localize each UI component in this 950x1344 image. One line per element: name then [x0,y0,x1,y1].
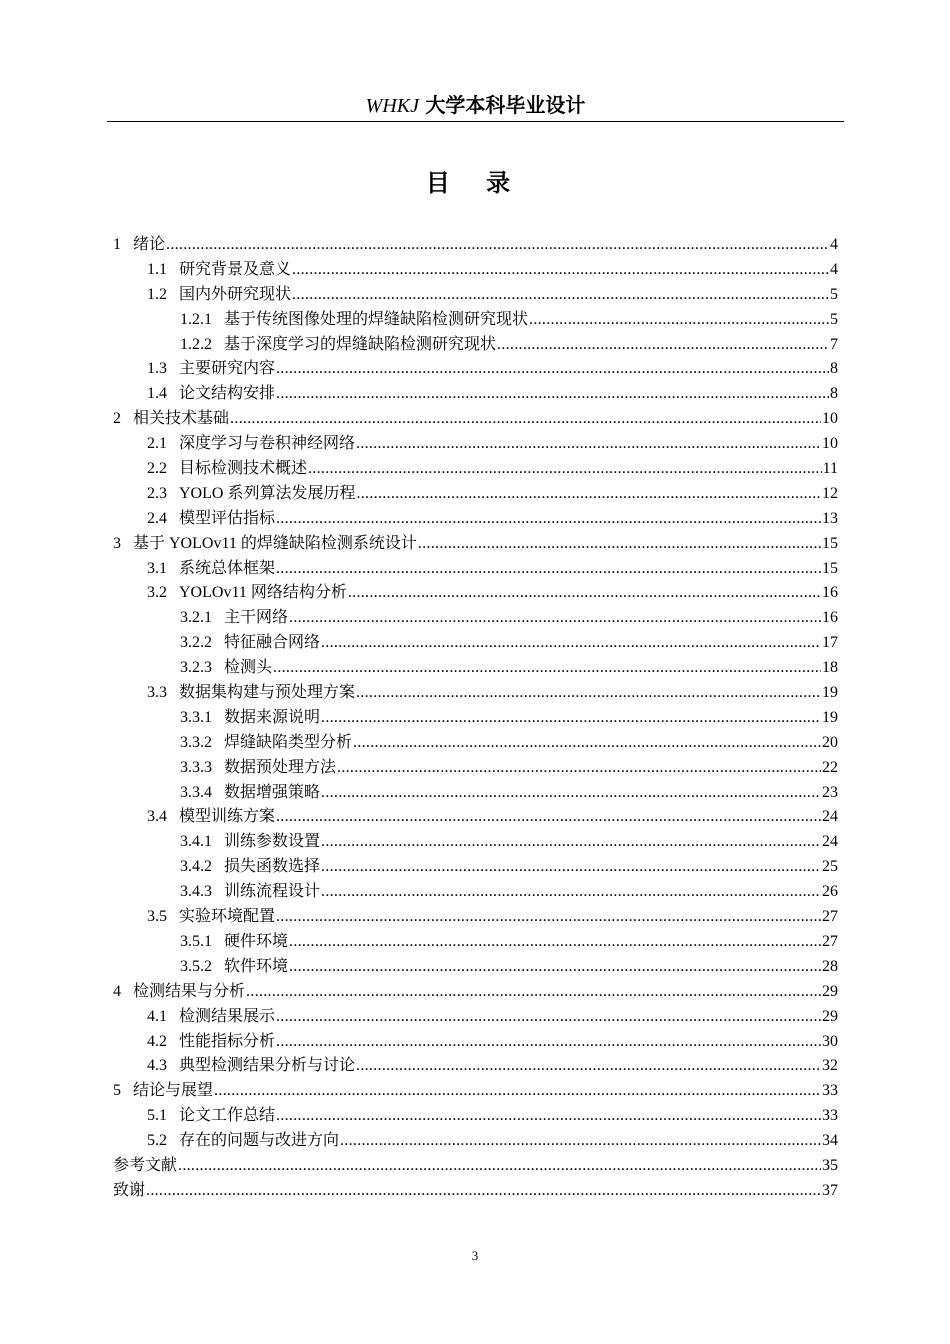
toc-entry[interactable] [113,308,838,333]
toc-entry-title: 主干网络 [224,609,289,627]
toc-entry[interactable] [113,557,838,582]
toc-dot-leader [348,581,821,606]
toc-dot-leader [214,1079,821,1104]
toc-dot-leader [289,930,821,955]
toc-entry-page: 25 [822,858,838,876]
toc-entry-page: 4 [830,260,838,278]
toc-entry-title: 主要研究内容 [179,360,276,378]
toc-entry-title: 硬件环境 [224,932,289,950]
toc-dot-leader [276,357,829,382]
toc-entry[interactable] [113,756,838,781]
toc-entry-title: 软件环境 [224,957,289,975]
toc-entry-page: 18 [822,659,838,677]
toc-entry[interactable] [113,482,838,507]
toc-entry-number: 3.2.2 [180,634,212,652]
toc-entry-number: 1.1 [147,260,167,278]
toc-entry[interactable] [113,955,838,980]
toc-entry[interactable] [113,1054,838,1079]
toc-entry-number: 3.5.1 [180,932,212,950]
toc-entry-title: 检测结果与分析 [133,982,246,1000]
toc-entry[interactable] [113,1129,838,1154]
toc-entry-page: 27 [822,932,838,950]
toc-entry-number: 5.2 [147,1132,167,1150]
toc-dot-leader [418,532,821,557]
toc-entry[interactable] [113,980,838,1005]
toc-entry-title: 绪论 [133,236,166,253]
toc-entry-page: 30 [822,1032,838,1050]
toc-entry[interactable] [113,1154,838,1179]
toc-dot-leader [340,1129,821,1154]
toc-entry-number: 3.3 [147,684,167,702]
toc-entry[interactable] [113,581,838,606]
toc-entry[interactable] [113,457,838,482]
toc-dot-leader [292,283,829,308]
toc-entry-page: 5 [830,310,838,328]
toc-entry[interactable] [113,681,838,706]
toc-entry-page: 33 [822,1082,838,1100]
toc-entry[interactable] [113,905,838,930]
toc-dot-leader [276,1005,821,1030]
toc-entry-title: 数据增强策略 [224,783,321,801]
toc-entry-page: 24 [822,833,838,851]
toc-dot-leader [356,482,821,507]
toc-entry-title: 性能指标分析 [179,1032,276,1050]
toc-entry-number: 3.3.3 [180,758,212,776]
toc-entry-page: 20 [822,733,838,751]
toc-entry-number: 5.1 [147,1107,167,1125]
toc-entry-title: 存在的问题与改进方向 [179,1132,340,1150]
toc-entry-number: 3.3.1 [180,708,212,726]
toc-entry[interactable] [113,1079,838,1104]
toc-dot-leader [276,1104,821,1129]
toc-entry-title: 相关技术基础 [133,410,230,428]
toc-entry-title: 数据预处理方法 [224,758,337,776]
table-of-contents [113,233,838,1204]
toc-dot-leader [321,830,821,855]
toc-entry[interactable] [113,1179,838,1204]
toc-entry-number: 3.5.2 [180,957,212,975]
toc-entry[interactable] [113,382,838,407]
toc-entry[interactable] [113,631,838,656]
toc-entry-page: 32 [822,1057,838,1075]
toc-entry-page: 19 [822,708,838,726]
toc-entry[interactable] [113,930,838,955]
toc-entry[interactable] [113,233,838,258]
toc-entry-title: 焊缝缺陷类型分析 [224,733,353,751]
toc-entry-number: 3.4.2 [180,858,212,876]
header-title-latin: WHKJ [365,95,419,117]
toc-dot-leader [337,756,821,781]
toc-dot-leader [289,955,821,980]
toc-entry-page: 16 [822,584,838,602]
toc-entry-title: 研究背景及意义 [179,260,292,278]
toc-entry-title: YOLOv11 网络结构分析 [179,584,347,602]
toc-entry-page: 23 [822,783,838,801]
toc-entry[interactable] [113,805,838,830]
page-header [107,92,844,119]
toc-entry-page: 24 [822,808,838,826]
toc-entry-number: 3.5 [147,908,167,926]
toc-dot-leader [289,606,821,631]
toc-dot-leader [276,1030,821,1055]
toc-entry-number: 2.3 [147,484,167,502]
toc-entry-title: 基于传统图像处理的焊缝缺陷检测研究现状 [224,310,529,328]
toc-entry-page: 34 [822,1132,838,1150]
toc-entry[interactable] [113,781,838,806]
toc-title: 目 录 [425,169,525,197]
toc-entry-title: 深度学习与卷积神经网络 [179,435,356,453]
toc-entry-title: 模型训练方案 [179,808,276,826]
toc-entry-page: 29 [822,1007,838,1025]
toc-dot-leader [356,432,821,457]
toc-entry-number: 1.4 [147,385,167,403]
toc-entry-title: 检测头 [224,659,273,677]
toc-entry-page: 8 [830,360,838,378]
toc-entry-page: 28 [822,957,838,975]
toc-entry[interactable] [113,656,838,681]
header-rule [107,121,844,122]
toc-entry[interactable] [113,855,838,880]
toc-dot-leader [273,656,821,681]
toc-entry-number: 3.3.4 [180,783,212,801]
toc-entry-title: 实验环境配置 [179,908,276,926]
toc-entry-title: 训练流程设计 [224,883,321,901]
toc-entry-number: 3.4.1 [180,833,212,851]
toc-entry-number: 2.2 [147,460,167,478]
toc-entry-number: 1.2.2 [180,335,212,353]
toc-entry-page: 10 [822,435,838,453]
toc-entry-number: 2 [113,410,121,428]
toc-entry-number: 3.3.2 [180,733,212,751]
toc-entry[interactable] [113,606,838,631]
toc-entry-title: 特征融合网络 [224,634,321,652]
toc-entry-number: 1.2 [147,285,167,303]
toc-entry-page: 4 [830,236,838,253]
toc-dot-leader [321,781,821,806]
toc-dot-leader [276,382,829,407]
toc-dot-leader [166,233,829,258]
toc-dot-leader [276,805,821,830]
toc-dot-leader [276,507,821,532]
toc-entry-page: 13 [822,509,838,527]
toc-entry[interactable] [113,830,838,855]
page-number: 3 [471,1248,479,1263]
toc-entry-page: 37 [822,1181,838,1199]
toc-entry[interactable] [113,1104,838,1129]
toc-entry-number: 2.4 [147,509,167,527]
toc-entry-page: 7 [830,335,838,353]
toc-entry-title: 基于深度学习的焊缝缺陷检测研究现状 [224,335,497,353]
toc-entry-number: 3.1 [147,559,167,577]
toc-entry-page: 8 [830,385,838,403]
toc-dot-leader [353,731,821,756]
toc-entry[interactable] [113,731,838,756]
toc-entry-number: 2.1 [147,435,167,453]
toc-dot-leader [321,706,821,731]
toc-entry[interactable] [113,432,838,457]
toc-entry[interactable] [113,333,838,358]
toc-entry-number: 3 [113,534,121,552]
toc-entry-number: 3.4 [147,808,167,826]
toc-entry-page: 22 [822,758,838,776]
toc-dot-leader [356,681,821,706]
toc-entry-title: 典型检测结果分析与讨论 [179,1057,356,1075]
toc-dot-leader [276,905,821,930]
toc-entry-page: 5 [830,285,838,303]
toc-entry-title: 论文结构安排 [179,385,276,403]
toc-entry-title: 数据集构建与预处理方案 [179,684,356,702]
toc-dot-leader [292,258,829,283]
toc-entry[interactable] [113,1005,838,1030]
toc-entry-page: 10 [822,410,838,428]
toc-entry[interactable] [113,258,838,283]
toc-entry-title: 模型评估指标 [179,509,276,527]
toc-entry-number: 4 [113,982,121,1000]
toc-entry-page: 17 [822,634,838,652]
toc-dot-leader [276,557,821,582]
toc-entry-page: 11 [822,460,838,478]
toc-dot-leader [529,308,829,333]
toc-entry-number: 1.2.1 [180,310,212,328]
toc-entry-title: 目标检测技术概述 [179,460,308,478]
toc-entry-number: 1.3 [147,360,167,378]
toc-entry-page: 19 [822,684,838,702]
toc-dot-leader [246,980,821,1005]
toc-entry-number: 3.2.1 [180,609,212,627]
toc-entry-page: 15 [822,534,838,552]
toc-entry-page: 16 [822,609,838,627]
header-title-cjk: 大学本科毕业设计 [425,93,586,117]
toc-entry-title: 损失函数选择 [224,858,321,876]
toc-entry-title: 系统总体框架 [179,559,276,577]
toc-entry-page: 26 [822,883,838,901]
toc-entry-number: 3.4.3 [180,883,212,901]
toc-dot-leader [308,457,822,482]
toc-dot-leader [356,1054,821,1079]
toc-entry-title: 致谢 [113,1181,146,1199]
toc-entry-number: 3.2 [147,584,167,602]
toc-dot-leader [230,407,821,432]
toc-dot-leader [321,855,821,880]
toc-entry[interactable] [113,507,838,532]
toc-dot-leader [321,631,821,656]
toc-entry-title: 训练参数设置 [224,833,321,851]
toc-entry-title: 论文工作总结 [179,1107,276,1125]
toc-entry-title: 检测结果展示 [179,1007,276,1025]
toc-entry-title: YOLO 系列算法发展历程 [179,484,356,502]
toc-entry[interactable] [113,283,838,308]
toc-entry[interactable] [113,1030,838,1055]
toc-entry-title: 参考文献 [113,1156,178,1174]
toc-entry-page: 35 [822,1156,838,1174]
toc-entry-title: 结论与展望 [133,1082,214,1100]
toc-entry-number: 1 [113,236,121,253]
toc-entry-page: 29 [822,982,838,1000]
toc-entry[interactable] [113,880,838,905]
toc-entry-title: 基于 YOLOv11 的焊缝缺陷检测系统设计 [133,534,417,552]
toc-entry-number: 4.3 [147,1057,167,1075]
toc-entry-number: 4.2 [147,1032,167,1050]
toc-entry-title: 国内外研究现状 [179,285,292,303]
toc-entry-page: 12 [822,484,838,502]
toc-entry-number: 3.2.3 [180,659,212,677]
toc-entry-number: 5 [113,1082,121,1100]
toc-entry-page: 27 [822,908,838,926]
toc-entry-page: 15 [822,559,838,577]
toc-entry[interactable] [113,532,838,557]
toc-dot-leader [321,880,821,905]
toc-entry[interactable] [113,357,838,382]
toc-entry[interactable] [113,706,838,731]
toc-dot-leader [497,333,829,358]
toc-entry-number: 4.1 [147,1007,167,1025]
toc-entry-title: 数据来源说明 [224,708,321,726]
toc-entry[interactable] [113,407,838,432]
toc-dot-leader [146,1179,821,1204]
toc-dot-leader [178,1154,821,1179]
toc-entry-page: 33 [822,1107,838,1125]
